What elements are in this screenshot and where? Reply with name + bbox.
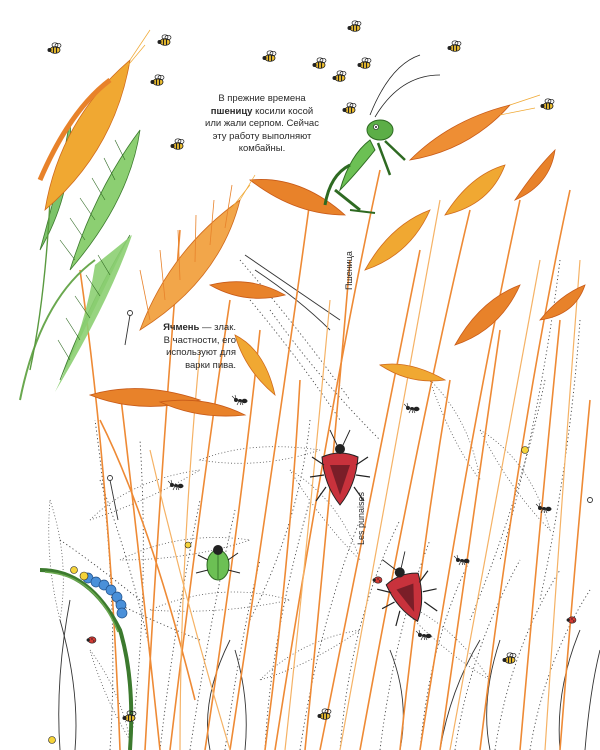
barley-caption-line2: В частности, его: [163, 334, 236, 346]
wheat-caption-line2: [200, 106, 324, 119]
wheat-caption-line3: или жали серпом. Сейчас: [205, 118, 319, 129]
ladybugs: [87, 577, 576, 643]
wheat-caption: [200, 93, 324, 156]
barley-caption-line1: [128, 322, 236, 335]
barley-caption-line3: используют для: [166, 347, 236, 358]
barley-caption-line1-rest: — злак.: [199, 322, 236, 333]
caterpillar: [80, 572, 127, 618]
wheat-caption-line2-rest: косили косой: [252, 105, 314, 117]
shield-bugs-label: Les punaises: [356, 491, 366, 545]
wheat-stems-light: [150, 200, 580, 750]
barley-caption: [128, 322, 236, 372]
wheat-caption-line1: В прежние времена: [218, 93, 306, 104]
barley-caption-line4: варки пива.: [185, 359, 236, 371]
wheat-caption-line4: эту работу выполняют: [212, 130, 312, 142]
wheat-label: Пшеница: [344, 251, 354, 290]
barley-caption-bold: Ячмень: [163, 322, 200, 333]
shield-bug-lower: [366, 546, 444, 632]
wheat-ears: [40, 30, 585, 416]
dotted-leaves: [49, 380, 550, 740]
wheat-caption-line5: комбайны.: [238, 143, 286, 154]
wheat-caption-bold: пшеницу: [210, 105, 253, 117]
